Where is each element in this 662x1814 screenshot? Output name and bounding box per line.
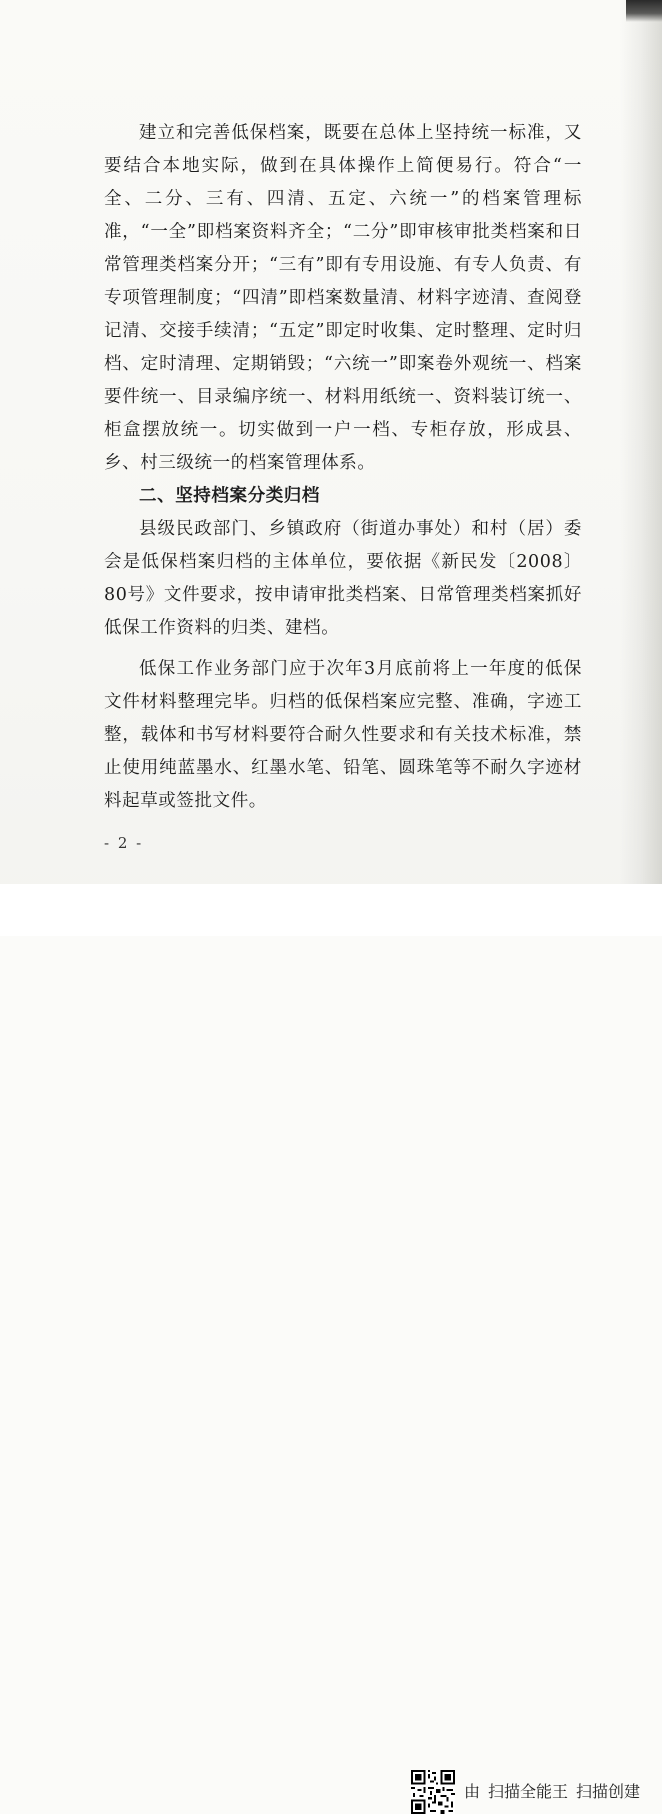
section-heading-classification: 二、坚持档案分类归档: [139, 486, 320, 506]
paragraph-archive-standards: 建立和完善低保档案，既要在总体上坚持统一标准，又要结合本地实际，做到在具体操作上简便易行。符合“一全、二分、三有、四清、五定、六统一”的档案管理标准，“一全”即档案资料齐全；“二分”即审核审批类档案和日常管理类档案分开；“三有”即有专用设施、有专人负责、有专项管理制度；“四清”即档案数量清、材料字迹清、查阅登记清、交接手续清；“五定”即定时收集、定时整理、定时归档、定时清理、定期销毁；“六统一”即案卷外观统一、档案要件统一、目录编序统一、材料用纸统一、资料装订统一、柜盒摆放统一。切实做到一户一档、专柜存放，形成县、乡、村三级统一的档案管理体系。: [104, 123, 582, 473]
qr-code-icon: [411, 1770, 455, 1814]
document-body: [104, 117, 582, 818]
scanner-watermark: [464, 1779, 648, 1802]
scanner-suffix: 扫描创建: [576, 1782, 641, 1801]
scanner-brand: 扫描全能王: [488, 1782, 569, 1801]
page-edge-shadow: [620, 0, 662, 900]
page-corner-shadow: [626, 0, 662, 22]
page-number: - 2 -: [104, 834, 144, 852]
paragraph-archive-materials: 低保工作业务部门应于次年3月底前将上一年度的低保文件材料整理完毕。归档的低保档案应完整、准确，字迹工整，载体和书写材料要符合耐久性要求和有关技术标准，禁止使用纯蓝墨水、红墨水笔、铅笔、圆珠笔等不耐久字迹材料起草或签批文件。: [104, 659, 582, 811]
scanner-prefix: 由: [464, 1782, 481, 1801]
scanner-footer: [0, 884, 662, 1801]
paragraph-archive-units: 县级民政部门、乡镇政府（街道办事处）和村（居）委会是低保档案归档的主体单位，要依据《新民发〔2008〕80号》文件要求，按申请审批类档案、日常管理类档案抓好低保工作资料的归类、建档。: [104, 519, 582, 638]
